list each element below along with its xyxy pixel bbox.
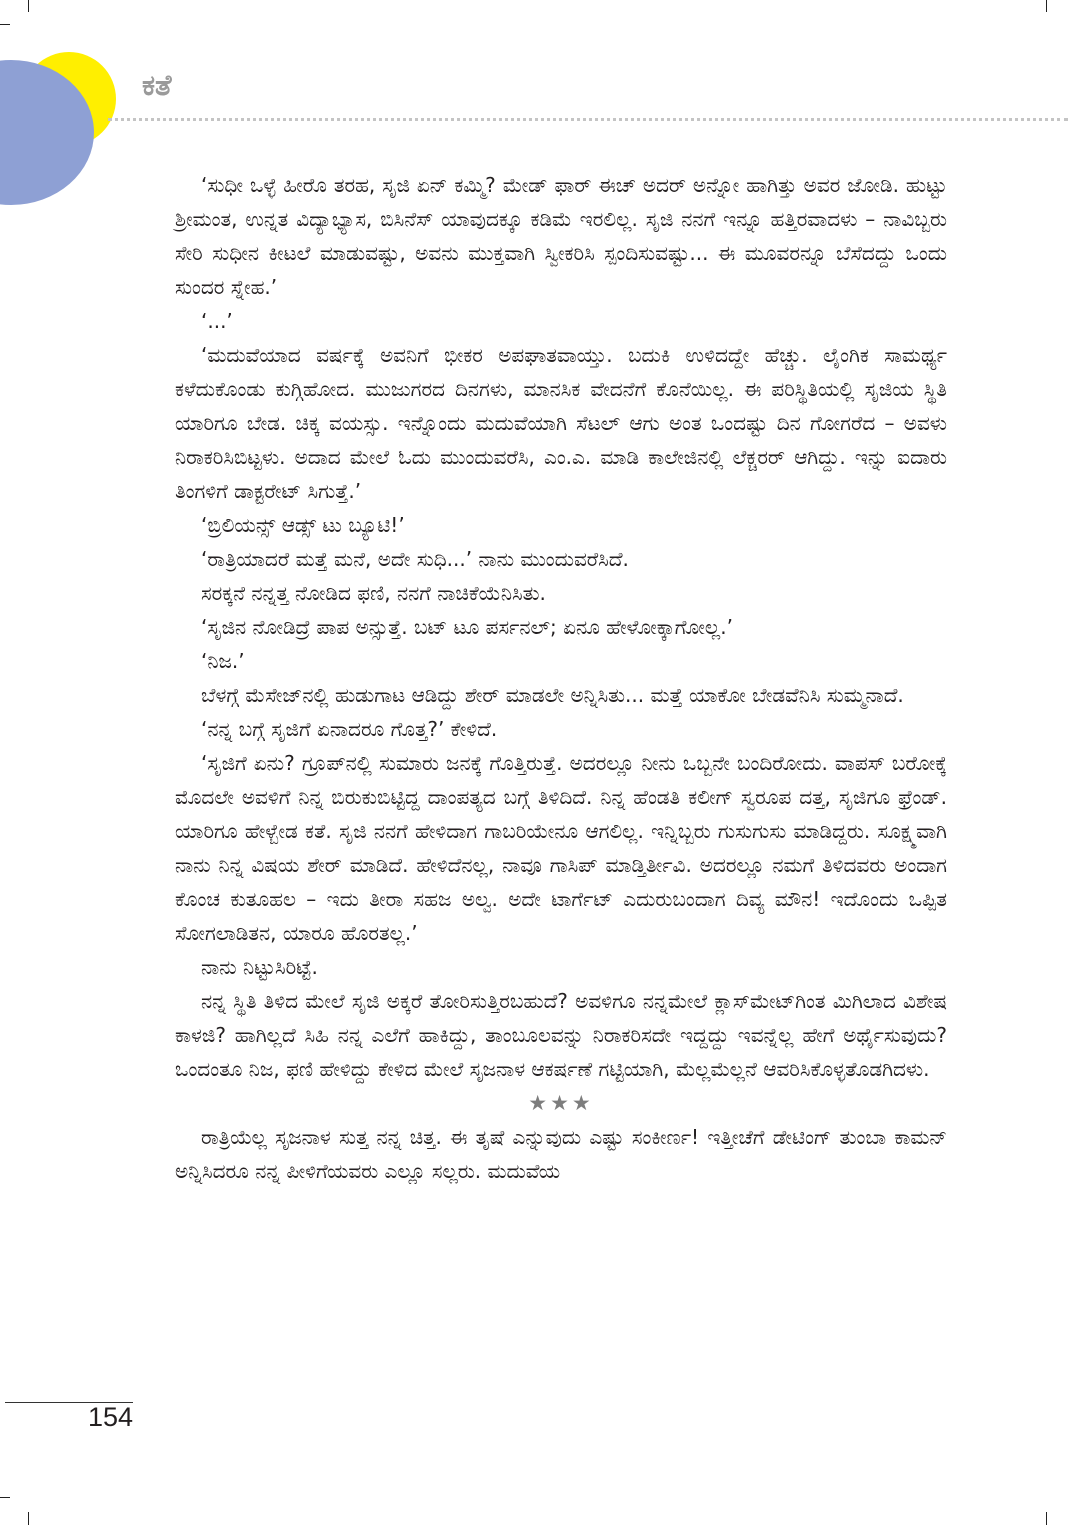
paragraph: ನಾನು ನಿಟ್ಟುಸಿರಿಟ್ಟೆ. — [201, 955, 318, 979]
paragraph: ‘ಮದುವೆಯಾದ ವರ್ಷಕ್ಕೆ ಅವನಿಗೆ ಭೀಕರ ಅಪಘಾತವಾಯ್ತು. ಬದುಕಿ ಉಳಿದದ್ದೇ ಹೆಚ್ಚು. ಲೈಂಗಿಕ ಸಾಮರ್ಥ್ಯ ಕಳೆದುಕೊಂಡು ಕುಗ್ಗಿಹೋದ. ಮುಜುಗರದ ದಿನಗಳು, ಮಾನಸಿಕ ವೇದನೆಗೆ ಕೊನೆಯಿಲ್ಲ. ಈ ಪರಿಸ್ಥಿತಿಯಲ್ಲಿ ಸೃಜಿಯ ಸ್ಥಿತಿ ಯಾರಿಗೂ ಬೇಡ. ಚಿಕ್ಕ ವಯಸ್ಸು. ಇನ್ನೊಂದು ಮದುವೆಯಾಗಿ ಸೆಟಲ್ ಆಗು ಅಂತ ಒಂದಷ್ಟು ದಿನ ಗೋಗರೆದ – ಅವಳು ನಿರಾಕರಿಸಿಬಿಟ್ಟಳು. ಅದಾದ ಮೇಲೆ ಓದು ಮುಂದುವರೆಸಿ, ಎಂ.ಎ. ಮಾಡಿ ಕಾಲೇಜಿನಲ್ಲಿ ಲೆಕ್ಚರರ್ ಆಗಿದ್ದು. ಇನ್ನು ಐದಾರು ತಿಂಗಳಿಗೆ ಡಾಕ್ಟರೇಟ್ ಸಿಗುತ್ತೆ.’ — [175, 343, 947, 503]
dotted-rule — [108, 118, 1068, 121]
paragraph: ‘ನಿಜ.’ — [201, 649, 245, 673]
crop-mark — [1046, 1512, 1047, 1525]
crop-mark — [28, 1512, 29, 1525]
paragraph: ‘ಬ್ರಿಲಿಯನ್ಸ್ ಆಡ್ಸ್ ಟು ಬ್ಯೂಟಿ!’ — [201, 513, 405, 537]
paragraph: ‘ರಾತ್ರಿಯಾದರೆ ಮತ್ತೆ ಮನೆ, ಅದೇ ಸುಧಿ...’ ನಾನು ಮುಂದುವರೆಸಿದೆ. — [201, 547, 629, 571]
story-body — [175, 168, 947, 1188]
paragraph: ಸರಕ್ಕನೆ ನನ್ನತ್ತ ನೋಡಿದ ಫಣಿ, ನನಗೆ ನಾಚಿಕೆಯೆನಿಸಿತು. — [201, 581, 546, 605]
crop-mark — [0, 1497, 10, 1498]
paragraph: ರಾತ್ರಿಯೆಲ್ಲ ಸೃಜನಾಳ ಸುತ್ತ ನನ್ನ ಚಿತ್ತ. ಈ ತೃಷೆ ಎನ್ನುವುದು ಎಷ್ಟು ಸಂಕೀರ್ಣ! ಇತ್ತೀಚೆಗೆ ಡೇಟಿಂಗ್ ತುಂಬಾ ಕಾಮನ್ ಅನ್ನಿಸಿದರೂ ನನ್ನ ಪೀಳಿಗೆಯವರು ಎಲ್ಲೂ ಸಲ್ಲರು. ಮದುವೆಯ — [175, 1125, 947, 1183]
paragraph: ನನ್ನ ಸ್ಥಿತಿ ತಿಳಿದ ಮೇಲೆ ಸೃಜಿ ಅಕ್ಕರೆ ತೋರಿಸುತ್ತಿರಬಹುದೆ? ಅವಳಿಗೂ ನನ್ನಮೇಲೆ ಕ್ಲಾಸ್‌ಮೇಟ್‌ಗಿಂತ ಮಿಗಿಲಾದ ವಿಶೇಷ ಕಾಳಜಿ? ಹಾಗಿಲ್ಲದೆ ಸಿಹಿ ನನ್ನ ಎಲೆಗೆ ಹಾಕಿದ್ದು, ತಾಂಬೂಲವನ್ನು ನಿರಾಕರಿಸದೇ ಇದ್ದದ್ದು ಇವನ್ನೆಲ್ಲ ಹೇಗೆ ಅರ್ಥೈಸುವುದು? ಒಂದಂತೂ ನಿಜ, ಫಣಿ ಹೇಳಿದ್ದು ಕೇಳಿದ ಮೇಲೆ ಸೃಜನಾಳ ಆಕರ್ಷಣೆ ಗಟ್ಟಿಯಾಗಿ, ಮೆಲ್ಲಮೆಲ್ಲನೆ ಆವರಿಸಿಕೊಳ್ಳತೊಡಗಿದಳು. — [175, 989, 947, 1081]
crop-mark — [1046, 0, 1047, 12]
page-number: 154 — [88, 1402, 134, 1432]
section-break-stars: ★★★ — [528, 1091, 594, 1115]
paragraph: ಬೆಳಗ್ಗೆ ಮೆಸೇಜ್‌ನಲ್ಲಿ ಹುಡುಗಾಟ ಆಡಿದ್ದು ಶೇರ್ ಮಾಡಲೇ ಅನ್ನಿಸಿತು... ಮತ್ತೆ ಯಾಕೋ ಬೇಡವೆನಿಸಿ ಸುಮ್ಮನಾದೆ. — [201, 683, 904, 707]
paragraph: ‘ಸೃಜಿನ ನೋಡಿದ್ರೆ ಪಾಪ ಅನ್ಸುತ್ತೆ. ಬಟ್ ಟೂ ಪರ್ಸನಲ್; ಏನೂ ಹೇಳೋಕ್ಕಾಗೋಲ್ಲ.’ — [201, 615, 733, 639]
paragraph: ‘ನನ್ನ ಬಗ್ಗೆ ಸೃಜಿಗೆ ಏನಾದರೂ ಗೊತ್ತ?’ ಕೇಳಿದೆ. — [201, 717, 498, 741]
header-decoration — [0, 0, 120, 210]
section-title: ಕತೆ — [142, 68, 172, 102]
paragraph: ‘ಸೃಜಿಗೆ ಏನು? ಗ್ರೂಪ್‌ನಲ್ಲಿ ಸುಮಾರು ಜನಕ್ಕೆ ಗೊತ್ತಿರುತ್ತೆ. ಅದರಲ್ಲೂ ನೀನು ಒಬ್ಬನೇ ಬಂದಿರೋದು. ವಾಪಸ್ ಬರೋಕ್ಕೆ ಮೊದಲೇ ಅವಳಿಗೆ ನಿನ್ನ ಬಿರುಕುಬಿಟ್ಟಿದ್ದ ದಾಂಪತ್ಯದ ಬಗ್ಗೆ ತಿಳಿದಿದೆ. ನಿನ್ನ ಹೆಂಡತಿ ಕಲೀಗ್ ಸ್ವರೂಪ ದತ್ತ, ಸೃಜಿಗೂ ಫ್ರೆಂಡ್. ಯಾರಿಗೂ ಹೇಳ್ಬೇಡ ಕತೆ. ಸೃಜಿ ನನಗೆ ಹೇಳಿದಾಗ ಗಾಬರಿಯೇನೂ ಆಗಲಿಲ್ಲ. ಇನ್ನಿಬ್ಬರು ಗುಸುಗುಸು ಮಾಡಿದ್ದರು. ಸೂಕ್ಷ್ಮವಾಗಿ ನಾನು ನಿನ್ನ ವಿಷಯ ಶೇರ್ ಮಾಡಿದೆ. ಹೇಳಿದೆನಲ್ಲ, ನಾವೂ ಗಾಸಿಪ್ ಮಾಡ್ತಿರ್ತೀವಿ. ಅದರಲ್ಲೂ ನಮಗೆ ತಿಳಿದವರು ಅಂದಾಗ ಕೊಂಚ ಕುತೂಹಲ – ಇದು ತೀರಾ ಸಹಜ ಅಲ್ವ. ಅದೇ ಟಾರ್ಗೆಟ್ ಎದುರುಬಂದಾಗ ದಿವ್ಯ ಮೌನ! ಇದೊಂದು ಒಪ್ಪಿತ ಸೋಗಲಾಡಿತನ, ಯಾರೂ ಹೊರತಲ್ಲ.’ — [175, 751, 947, 945]
paragraph: ‘ಸುಧೀ ಒಳ್ಳೆ ಹೀರೊ ತರಹ, ಸೃಜಿ ಏನ್ ಕಮ್ಮಿ? ಮೇಡ್ ಫಾರ್ ಈಚ್ ಅದರ್ ಅನ್ನೋ ಹಾಗಿತ್ತು ಅವರ ಜೋಡಿ. ಹುಟ್ಟು ಶ್ರೀಮಂತ, ಉನ್ನತ ವಿದ್ಯಾಭ್ಯಾಸ, ಬಿಸಿನೆಸ್ ಯಾವುದಕ್ಕೂ ಕಡಿಮೆ ಇರಲಿಲ್ಲ. ಸೃಜಿ ನನಗೆ ಇನ್ನೂ ಹತ್ತಿರವಾದಳು – ನಾವಿಬ್ಬರು ಸೇರಿ ಸುಧೀನ ಕೀಟಲೆ ಮಾಡುವಷ್ಟು, ಅವನು ಮುಕ್ತವಾಗಿ ಸ್ವೀಕರಿಸಿ ಸ್ಪಂದಿಸುವಷ್ಟು... ಈ ಮೂವರನ್ನೂ ಬೆಸೆದದ್ದು ಒಂದು ಸುಂದರ ಸ್ನೇಹ.’ — [175, 173, 947, 299]
paragraph: ‘...’ — [201, 309, 233, 333]
